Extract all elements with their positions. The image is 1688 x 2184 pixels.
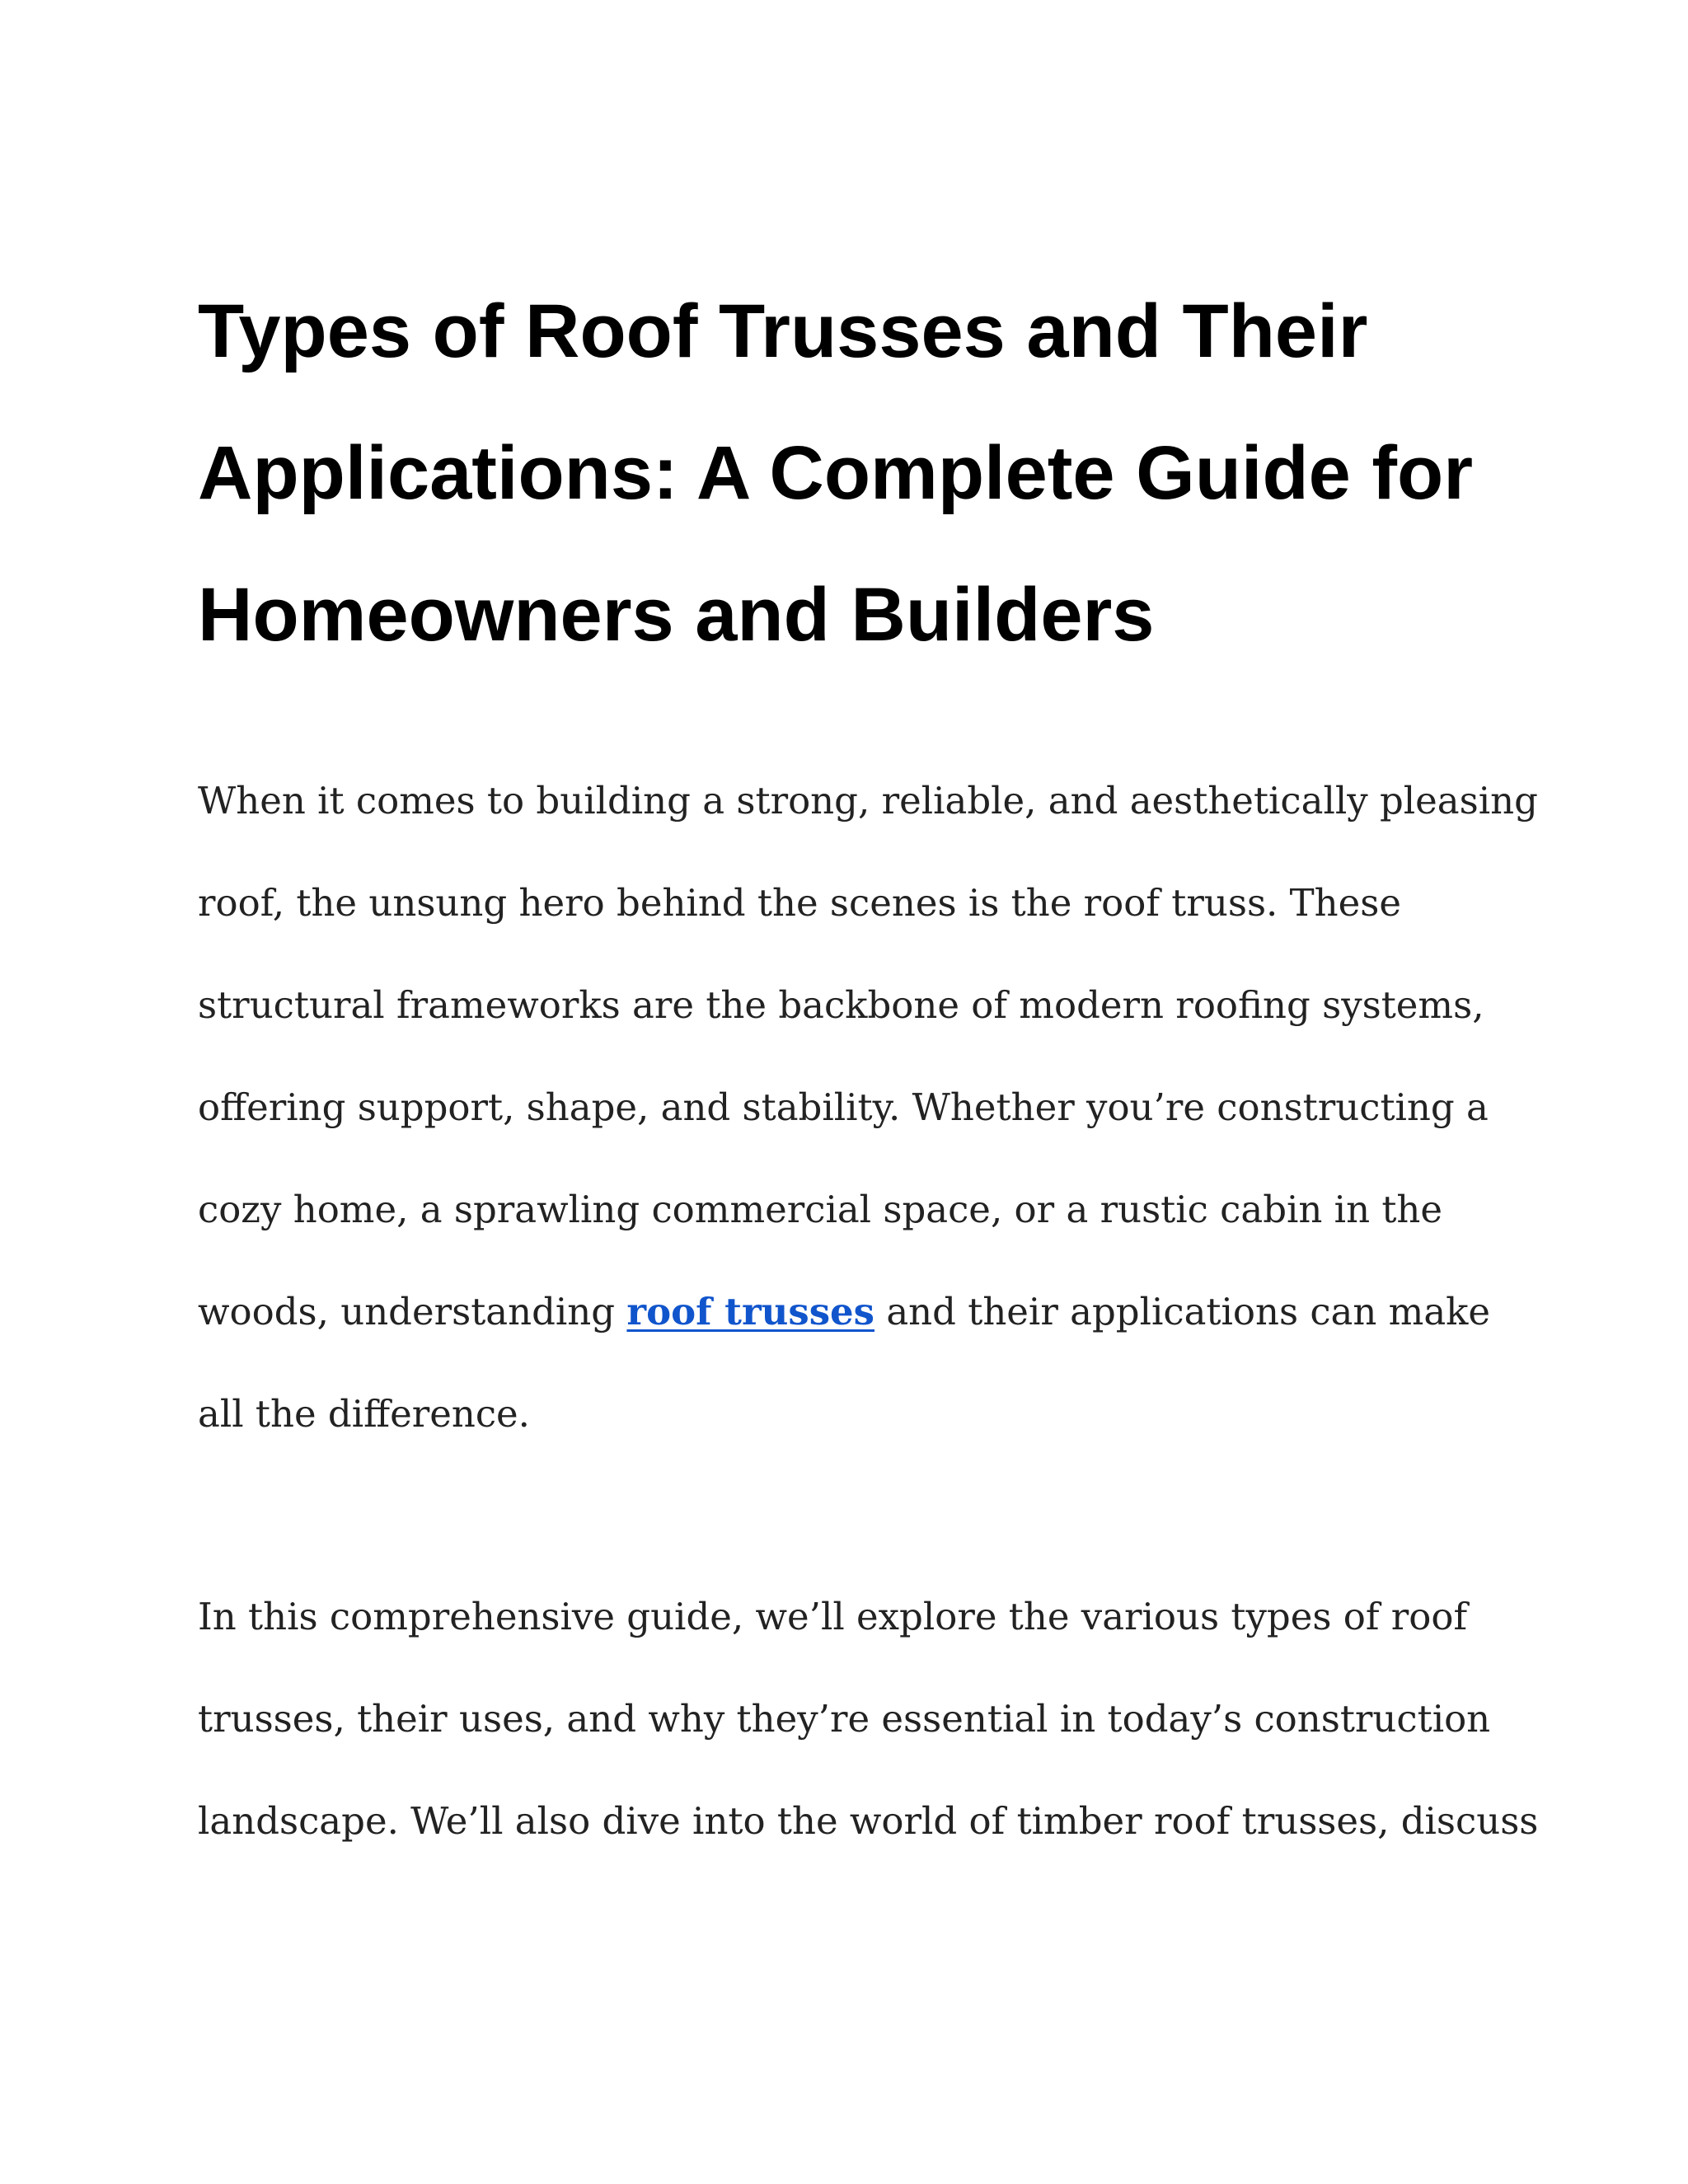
link-line-after-text: and their applications can make [874,1290,1491,1333]
link-line-before-text: woods, understanding [198,1290,627,1333]
title-line: Types of Roof Trusses and Their [198,289,1368,373]
intro-paragraph [198,750,1550,1465]
roof-trusses-link[interactable]: roof trusses [626,1290,875,1333]
guide-overview-paragraph [198,1566,1550,1872]
paragraph-line: When it comes to building a strong, reliable, and aesthetically pleasing [198,779,1538,823]
paragraph-line: cozy home, a sprawling commercial space, or a rustic cabin in the [198,1188,1443,1231]
paragraph-line: offering support, shape, and stability. Whether you’re constructing a [198,1085,1489,1129]
title-line: Homeowners and Builders [198,573,1155,657]
page-title [198,260,1550,686]
paragraph-line: roof, the unsung hero behind the scenes is the roof truss. These [198,881,1402,925]
paragraph-line-with-link [198,1261,1550,1363]
title-line: Applications: A Complete Guide for [198,431,1474,515]
paragraph-line: landscape. We’ll also dive into the world of timber roof trusses, discuss [198,1799,1539,1843]
paragraph-line: In this comprehensive guide, we’ll explore the various types of roof [198,1595,1468,1638]
paragraph-line: structural frameworks are the backbone of modern roofing systems, [198,983,1484,1027]
paragraph-line: all the difference. [198,1392,530,1436]
paragraph-line: trusses, their uses, and why they’re essential in today’s construction [198,1697,1491,1741]
